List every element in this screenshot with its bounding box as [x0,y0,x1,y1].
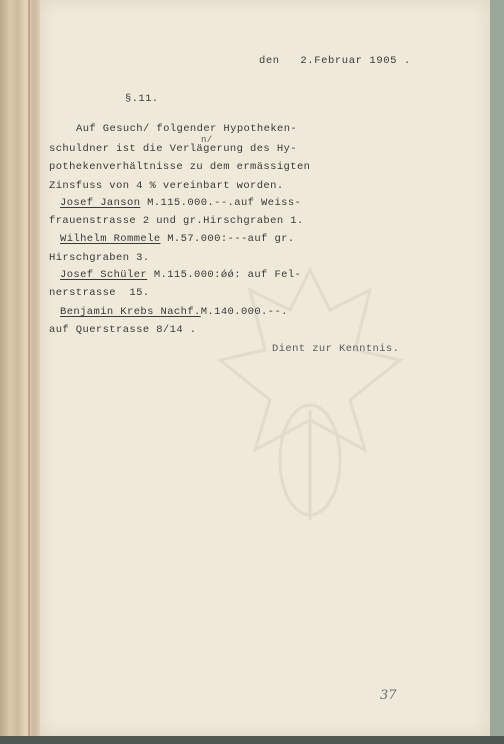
date-line: den 2.Februar 1905 . [259,55,411,67]
entry-krebs-cont: auf Querstrasse 8/14 . [49,324,197,336]
entry-name: Benjamin Krebs Nachf. [60,306,201,318]
entry-janson [60,197,301,209]
entry-amount: M.57.000:-- [160,233,241,245]
entry-rest: auf Weiss- [234,197,302,209]
entry-name: Wilhelm Rommele [60,233,161,245]
entry-amount: M.115.000: [147,269,221,281]
page-number: 37 [380,688,397,703]
eagle-watermark-icon [210,250,410,540]
entry-rest: ǿǿ: auf Fel- [220,269,302,281]
paragraph-number: §.11. [125,93,159,105]
body-line-4: Zinsfuss von 4 % vereinbart worden. [49,180,284,192]
entry-schueler-cont: nerstrasse 15. [49,287,150,299]
handwritten-insertion: n/ [201,135,213,145]
entry-janson-cont: frauenstrasse 2 und gr.Hirschgraben 1. [49,215,304,227]
entry-schueler [60,269,301,281]
document-page [40,0,490,736]
body-line-1: Auf Gesuch/ folgender Hypotheken- [76,123,298,135]
closing-note: Dient zur Kenntnis. [272,343,400,355]
entry-rest: -auf gr. [240,233,295,245]
entry-rommele-cont: Hirschgraben 3. [49,252,150,264]
document-stack-edge [0,0,40,744]
bottom-border [0,736,504,744]
entry-amount: M.115.000.--. [140,197,235,209]
entry-name: Josef Schüler [60,269,148,281]
entry-name: Josef Janson [60,197,141,209]
entry-rommele [60,233,295,245]
entry-amount: M.140.000.--. [200,306,288,318]
entry-krebs [60,306,288,318]
body-line-3: pothekenverhältnisse zu dem ermässigten [49,161,311,173]
body-line-2: schuldner ist die Verlägerung des Hy- [49,143,297,155]
